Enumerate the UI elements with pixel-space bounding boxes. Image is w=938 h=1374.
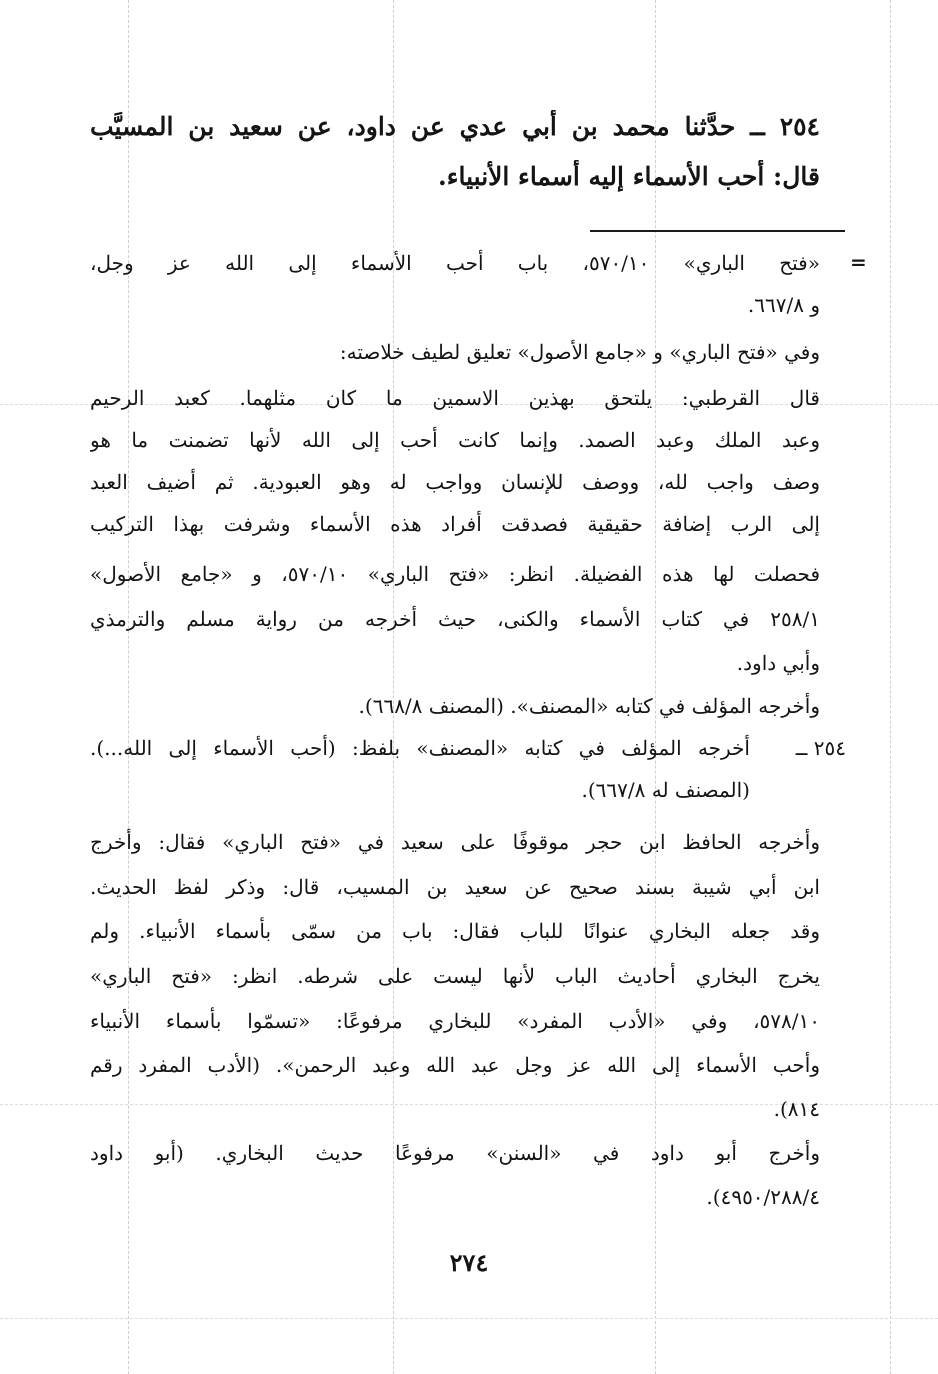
footnote-line: وعبد الملك وعبد الصمد. وإنما كانت أحب إلى الله لأنها تضمنت ما هو — [90, 428, 820, 452]
footnote-line: ٨١٤). — [773, 1097, 820, 1121]
footnote-line: (المصنف له ٦٦٧/٨). — [581, 778, 750, 802]
footnote-line: و ٦٦٧/٨. — [747, 293, 820, 317]
footnote-line: ٥٧٨/١٠، وفي «الأدب المفرد» للبخاري مرفوعًا: «تسمّوا بأسماء الأنبياء — [90, 1009, 820, 1033]
hadith-text-line-2: قال: أحب الأسماء إليه أسماء الأنبياء. — [438, 162, 820, 191]
footnote-line: ابن أبي شيبة بسند صحيح عن سعيد بن المسيب، قال: وذكر لفظ الحديث. — [90, 875, 820, 899]
footnote-line: وأخرجه الحافظ ابن حجر موقوفًا على سعيد في «فتح الباري» فقال: وأخرج — [90, 830, 820, 854]
footnote-line: «فتح الباري» ٥٧٠/١٠، باب أحب الأسماء إلى الله عز وجل، — [90, 251, 820, 275]
footnote-line: وأحب الأسماء إلى الله عز وجل عبد الله وعبد الرحمن». (الأدب المفرد رقم — [90, 1053, 820, 1077]
footnote-line: قال القرطبي: يلتحق بهذين الاسمين ما كان مثلهما. كعبد الرحيم — [90, 386, 820, 410]
footnote-separator — [590, 230, 845, 232]
hadith-text-line-1: ٢٥٤ ــ حدَّثنا محمد بن أبي عدي عن داود، عن سعيد بن المسيَّب — [90, 112, 820, 141]
scan-guide-line — [0, 1318, 938, 1319]
footnote-line: وأخرج أبو داود في «السنن» مرفوعًا حديث البخاري. (أبو داود — [90, 1141, 820, 1165]
footnote-line: وأبي داود. — [736, 651, 820, 675]
footnote-line: إلى الرب إضافة حقيقية فصدقت أفراد هذه الأسماء وشرفت بهذا التركيب — [90, 512, 820, 536]
continuation-mark: = — [850, 250, 867, 274]
footnote-line: وقد جعله البخاري عنوانًا للباب فقال: باب من سمّى بأسماء الأنبياء. ولم — [90, 919, 820, 943]
footnote-number: ٢٥٤ ــ — [795, 736, 846, 760]
footnote-line: وأخرجه المؤلف في كتابه «المصنف». (المصنف ٦٦٨/٨). — [358, 694, 820, 718]
footnote-line: وفي «فتح الباري» و «جامع الأصول» تعليق لطيف خلاصته: — [339, 340, 820, 364]
footnote-line: ٢٥٨/١ في كتاب الأسماء والكنى، حيث أخرجه من رواية مسلم والترمذي — [90, 607, 820, 631]
footnote-line: وصف واجب لله، ووصف للإنسان وواجب له وهو العبودية. ثم أضيف العبد — [90, 470, 820, 494]
footnote-line: يخرج البخاري أحاديث الباب لأنها ليست على شرطه. انظر: «فتح الباري» — [90, 964, 820, 988]
footnote-line: ٤٩٥٠/٢٨٨/٤). — [706, 1185, 820, 1209]
page-number: ٢٧٤ — [449, 1248, 489, 1277]
footnote-line: فحصلت لها هذه الفضيلة. انظر: «فتح الباري» ٥٧٠/١٠، و «جامع الأصول» — [90, 562, 820, 586]
footnote-line: أخرجه المؤلف في كتابه «المصنف» بلفظ: (أحب الأسماء إلى الله...). — [90, 736, 750, 760]
scan-guide-line — [890, 0, 891, 1374]
